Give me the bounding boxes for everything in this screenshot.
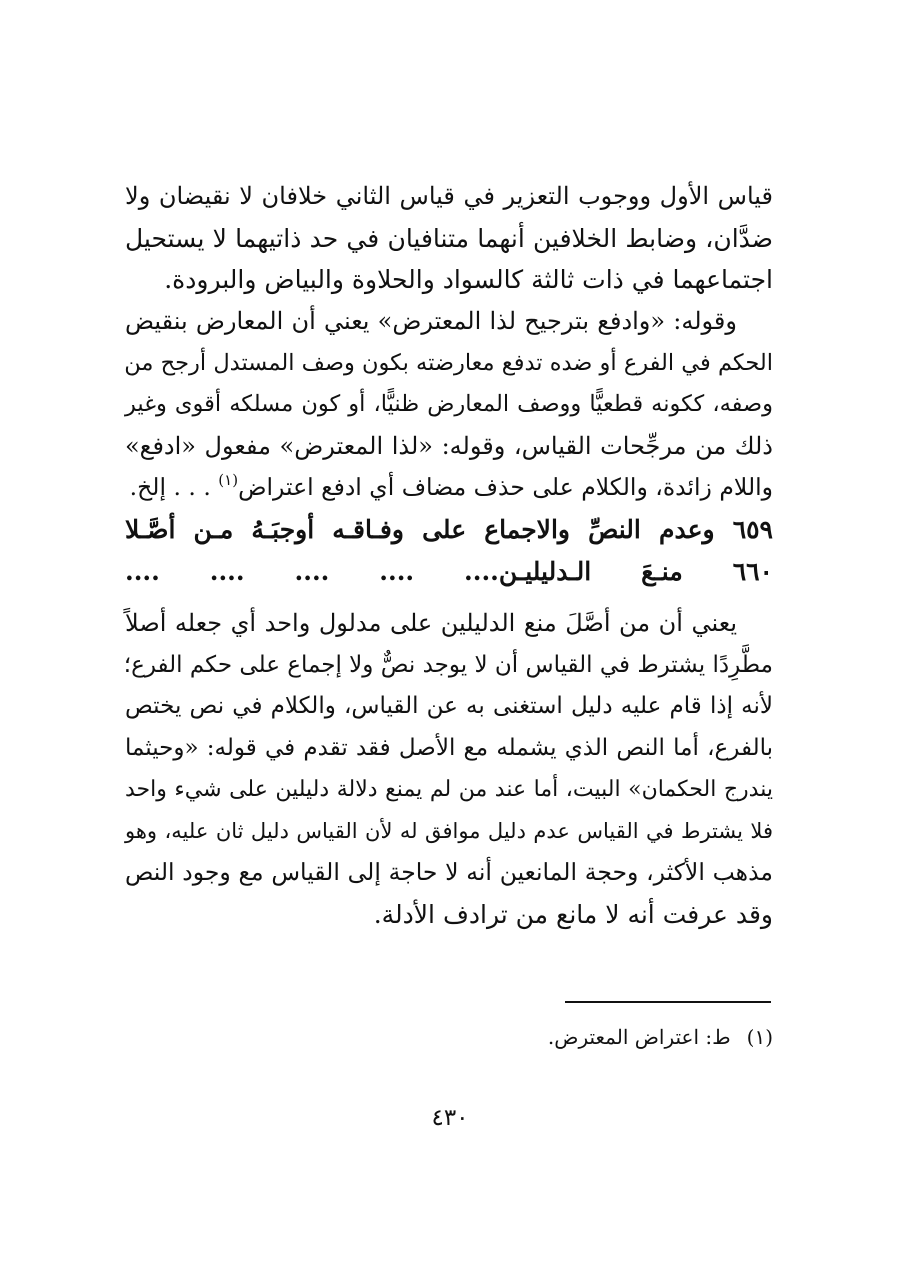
paragraph-3: [125, 603, 773, 935]
verse-block: [125, 509, 773, 592]
text-line: وقوله: «وادفع بترجيح لذا المعترض» يعني أن المعارض بنقيض: [125, 307, 737, 335]
text-line: يعني أن من أصَّلَ منع الدليلين على مدلول واحد أي جعله أصلاً: [125, 609, 737, 637]
footnote-number: (١): [746, 1025, 773, 1049]
verse-line: ٦٥٩ وعدم النصِّ والاجماع على وفـاقـه أوجبَـهُ مـن أصَّـلا: [125, 515, 773, 544]
text-segment: . . . إلخ.: [129, 473, 219, 501]
text-line: ذلك من مرجِّحات القياس، وقوله: «لذا المعترض» مفعول «ادفع»: [125, 431, 773, 460]
text-line: لأنه إذا قام عليه دليل استغنى به عن القياس، والكلام في نص يختص: [125, 693, 773, 719]
text-line: وقد عرفت أنه لا مانع من ترادف الأدلة.: [373, 899, 773, 929]
text-line: وصفه، ككونه قطعيًّا ووصف المعارض ظنيًّا، أو كون مسلكه أقوى وغير: [125, 391, 773, 417]
footnote-text: ط: اعتراض المعترض.: [547, 1025, 731, 1049]
text-line: ضدَّان، وضابط الخلافين أنهما متنافيان في حد ذاتيهما لا يستحيل: [125, 223, 773, 253]
text-segment: واللام زائدة، والكلام على حذف مضاف أي ادفع اعتراض: [238, 473, 773, 501]
paragraph-2: [125, 301, 773, 509]
footnote-reference[interactable]: (١): [218, 471, 239, 489]
text-line: بالفرع، أما النص الذي يشمله مع الأصل فقد تقدم في قوله: «وحيثما: [125, 734, 773, 761]
text-line: فلا يشترط في القياس عدم دليل موافق له لأن القياس دليل ثان عليه، وهو: [125, 818, 773, 843]
paragraph-1: [125, 176, 773, 301]
verse-line: ٦٦٠ منـعَ الـدليليـن.... .... .... .... ....: [125, 556, 773, 586]
footnote: [548, 1022, 773, 1052]
text-line: يندرج الحكمان» البيت، أما عند من لم يمنع دلالة دليلين على شيء واحد: [125, 777, 773, 802]
text-line: مطَّرِدًا يشترط في القياس أن لا يوجد نصٌّ ولا إجماع على حكم الفرع؛: [123, 651, 773, 678]
page-number: ٤٣٠: [431, 1105, 469, 1131]
text-line: [125, 467, 773, 509]
text-line: قياس الأول ووجوب التعزير في قياس الثاني خلافان لا نقيضان ولا: [125, 182, 773, 210]
text-line: مذهب الأكثر، وحجة المانعين أنه لا حاجة إلى القياس مع وجود النص: [125, 858, 773, 886]
footnote-divider: [565, 1001, 771, 1003]
text-line: الحكم في الفرع أو ضده تدفع معارضته بكون وصف المستدل أرجح من: [124, 349, 773, 376]
text-line: اجتماعهما في ذات ثالثة كالسواد والحلاوة والبياض والبرودة.: [164, 265, 773, 294]
